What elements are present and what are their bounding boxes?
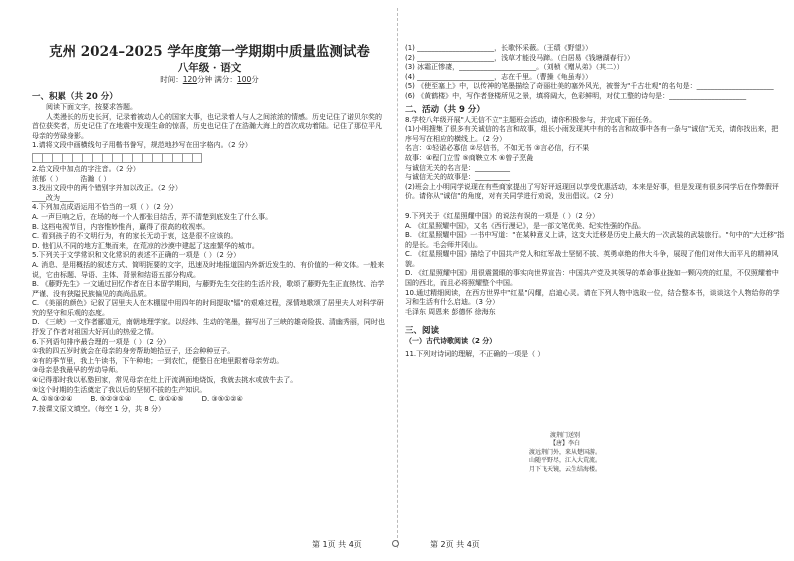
fill-2: (2) ______________________，浅草才能没马蹄。（白居易《钱塘湖春行》） — [405, 53, 635, 62]
sentence-6-4: ④记得那时我以私塾回家，常见母亲在灶上汗流满面地烧饭，我就去挑水或放牛去了。 — [32, 376, 298, 385]
poem-block — [510, 432, 620, 474]
question-3: 3.找出文段中的两个错别字并加以改正。（2 分） — [32, 184, 182, 193]
poem-title: 渡荆门送别 — [549, 432, 580, 439]
sentence-6-1: ①我的四五岁时就会在母亲的身旁帮助她拾豆子，还会种种豆子。 — [32, 347, 235, 356]
writing-grid[interactable] — [32, 153, 387, 163]
fill-5: (5) 《使至塞上》中，以传神的笔墨描绘了奇丽壮美的塞外风光，被誉为"千古壮观"的名句是：______________________ — [405, 82, 774, 91]
question-5: 5.下列关于文学常识和文化常识的表述不正确的一项是（ ）（2 分） — [32, 251, 241, 260]
option-9d: D. 《红星照耀中国》用很震置眼的事实向世界宣告：中国共产党及其领导的革命事业拢如一颗闪亮的红星，不仅照耀着中国的西北，而且必将照耀整个中国。 — [405, 269, 779, 288]
question-8-1: (1)小明搜集了很多有关诚信的名言和故事，组长小雨发现其中有的名言和故事中各有一条与"诚信"无关，请你找出来，把序号写在相应的横线上。（2 分） — [405, 125, 779, 143]
question-10: 10.通过精细阅读，在西方世界中"红星"闪耀，启迪心灵。请在下列人物中选取一位，结合整本书，谈谈这个人物给你的学习和生活有什么启迪。（3 分） — [405, 288, 780, 307]
section-heading: 三、阅读 — [405, 326, 440, 337]
page-number-right: 第 2页 共 4页 — [430, 540, 480, 549]
subsection-heading: （一）古代诗歌阅读（2 分） — [405, 337, 497, 346]
poem-line: 渡远荆门外，来从楚国游。 — [528, 448, 601, 456]
section-heading: 一、积累（共 20 分） — [32, 92, 118, 102]
sentence-6-2: ②有的季节里，我上午读书，下午种地；一到农忙，便整日在地里跟着母亲劳动。 — [32, 356, 284, 365]
right-page — [397, 0, 794, 561]
right-content — [405, 44, 785, 360]
fill-4: (4) ______________________，志在千里。（曹操《龟虽寿》） — [405, 72, 593, 81]
quotes-list: 名言：①轻诺必寡信 ②尽信书，不如无书 ③言必信，行不果 — [405, 144, 590, 153]
exam-time-score: 时间：120分钟 满分：100分 — [160, 75, 259, 84]
section-heading: 二、活动（共 9 分） — [405, 104, 485, 115]
stories-list: 故事：④程门立雪 ⑤商鞅立木 ⑥曾子烹彘 — [405, 153, 534, 162]
question-3-blank: ____改为____ — [32, 193, 74, 202]
option-9b: B. 《红星照耀中国》一书中写道："在某种意义上讲，这支大迁移是历史上最大的一次武装的武装旅行。"句中的"大迁移"指的是长。毛会师井冈山。 — [405, 231, 785, 249]
option-5d: D. 《三峡》一文作者郦道元，南朝地理学家。以经纬、生动的笔墨，描写出了三峡的雄奇险拔、清幽秀丽，同时也抒发了作者对祖国大好河山的热爱之情。 — [32, 318, 385, 337]
question-8-2: (2)班会上小明同学说现在有些商家提出了写好评返现回以享受优惠活动，本来是好事，但是发现有很多同学后在作弊假评价。请你从"诚信"的角度，对有关同学进行劝说，发出倡议。（2 分） — [405, 182, 779, 201]
answer-story: 与诚信无关的故事是：__________ — [405, 173, 510, 182]
option-4c: C. 看到孩子的不文明行为，有的家长无动于衷，这是很不应该的。 — [32, 232, 238, 241]
fill-1: (1) ______________________，长歌怀采薇。（王绩《野望》） — [405, 44, 593, 52]
poem-author: 【唐】李白 — [549, 440, 580, 448]
fill-3: (3) 冰霜正惨凄，______________________。（刘桢《赠从弟》（其二）） — [405, 63, 624, 72]
question-6: 6.下列语句排序最合理的一项是（ ）（2 分） — [32, 337, 171, 346]
left-content — [32, 89, 387, 414]
question-9: 9.下列关于《红星照耀中国》的说法有误的一项是（ ）（2 分） — [405, 211, 600, 220]
intro-text: 阅读下面文字，按要求答题。 — [46, 103, 137, 111]
option-4d: D. 他们从不同的地方汇集而来，在荒凉的沙漠中建起了这座繁华的城市。 — [32, 241, 259, 250]
answer-quote: 与诚信无关的名言是：__________ — [405, 163, 510, 172]
fill-6: (6) 《黄鹤楼》中，写作者登楼所见之景，填将阔大，色彩鲜明，对仗工整的诗句是：______________________ — [405, 91, 747, 100]
option-5b: B. 《藤野先生》一文通过回忆作者在日本留学期间，与藤野先生交往的生活片段，歌颂了藤野先生正直热忱、治学严谨、没有狭隘民族偏见的高尚品质。 — [32, 280, 385, 298]
option-4a: A. 一声巨响之后，在场的每一个人都张目结舌，弄不清楚到底发生了什么事。 — [32, 212, 273, 221]
question-2-blanks: 浓郁（ ） 浩瀚（ ） — [32, 174, 111, 183]
sentence-6-3: ③母亲是我最早的劳动导师。 — [32, 366, 123, 375]
answer-space — [405, 202, 785, 212]
passage-text: 人类漫长的历史长河，记录着被动人心的国家大事，也记录着人与人之间浓浓的情感。历史记住了诺贝尔奖的首位获奖者，历史记住了在地震中发现生命的惊喜，历史也记住了在浩瀚大海上的首次成功着陆。记住了那位平凡母亲的劳碌身影。 — [32, 112, 382, 140]
question-8: 8.学校八年级开展"人无信不立"主题班会活动，请你积极参与，并完成下面任务。 — [405, 115, 657, 124]
option-5a: A. 消息、是用概括的叙述方式、简明扼要的文字，迅速及时地报道国内外新近发生的、有价值的一种文体。一般来说，它由标题、导语、主体、背景和结语五部分构成。 — [32, 260, 385, 279]
exam-subtitle: 八年级 · 语文 — [177, 62, 242, 74]
sentence-6-5: ⑤这个时期的生活奠定了我以后的坚韧不拔的生产知识。 — [32, 385, 207, 394]
poem-line: 山随平野尽，江入大荒流。 — [528, 457, 601, 465]
option-5c: C. 《美丽的颜色》记叙了居里夫人在木棚屋中用四年的时间提取"镭"的艰难过程，深情地歌颂了居里夫人对科学研究的坚守和乐观的态度。 — [32, 299, 384, 317]
question-11: 11.下列对诗词的理解，不正确的一项是（ ） — [405, 350, 545, 359]
option-4b: B. 这档电视节目，内容惟妙惟肖，赢得了很高的收视率。 — [32, 222, 210, 231]
exam-title: 克州 2024–2025 学年度第一学期期中质量监测试卷 — [49, 44, 370, 60]
question-10-names: 毛泽东 周恩来 彭德怀 徐海东 — [405, 307, 496, 316]
option-9a: A. 《红星照耀中国》，又名《西行漫记》，是一部文笔优美、纪实性强的作品。 — [405, 221, 646, 230]
option-9c: C. 《红星照耀中国》描绘了中国共产党人和红军战士坚韧不拔、英勇卓绝的伟大斗争，展现了他们对伟大而平凡的精神风貌。 — [405, 250, 779, 268]
question-4: 4.下列加点成语运用不恰当的一项（ ）（2 分） — [32, 203, 178, 212]
question-2: 2.给文段中加点的字注音。（2 分） — [32, 164, 140, 173]
page-number-left: 第 1页 共 4页 — [312, 540, 362, 549]
poem-line: 月下飞天镜，云生结海楼。 — [528, 465, 601, 473]
question-1: 1.请将文段中画横线句子用楷书誊写，规范地抄写在田字格内。（2 分） — [32, 141, 252, 150]
question-7: 7.按课文原文填空。（每空 1 分，共 8 分） — [32, 404, 165, 413]
question-6-options: A. ①⑤③②④ B. ⑤②③①④ C. ③①④⑤ D. ③⑤①②④ — [32, 395, 243, 404]
